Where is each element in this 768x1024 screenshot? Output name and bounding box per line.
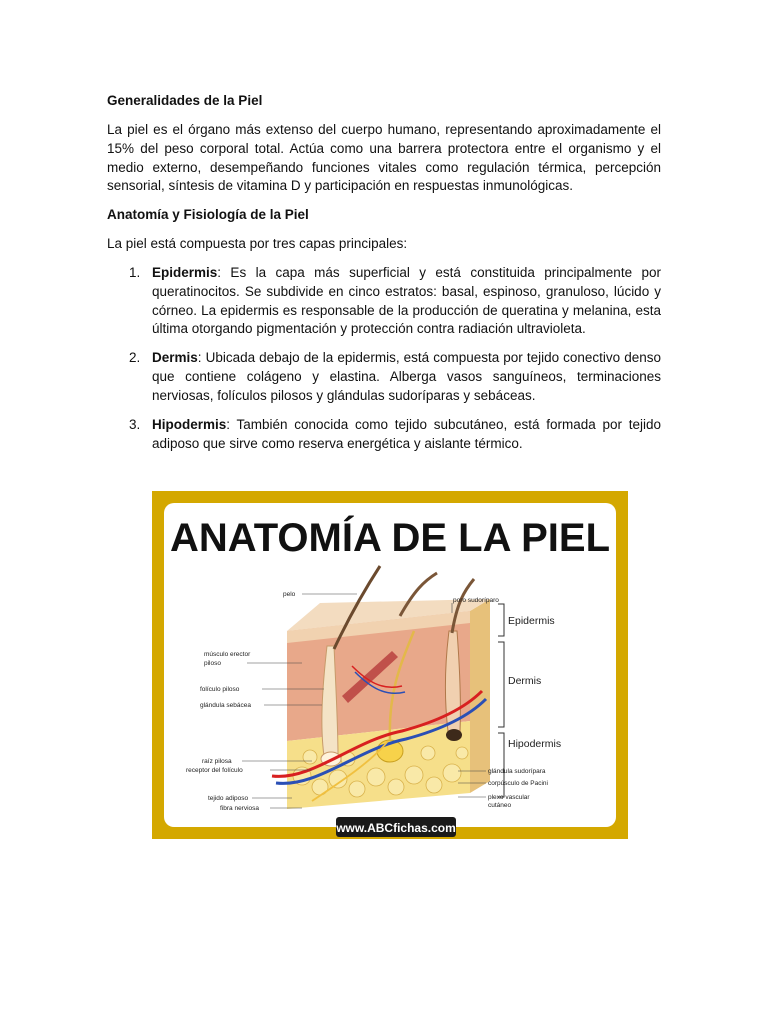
list-number: 2. (129, 350, 141, 365)
definition-dermis: : Ubicada debajo de la epidermis, está compuesta por tejido conectivo denso que contiene colágeno y elastina. Alberga vasos sanguíneos, terminaciones nerviosas, folículos pilosos y glándulas sudoríparas y sebáceas. (152, 350, 661, 403)
label-cutaneo: cutáneo (488, 802, 512, 809)
skin-diagram (152, 491, 628, 839)
intro-text: La piel está compuesta por tres capas principales: (107, 236, 408, 251)
label-glandula-sudoripara: glándula sudorípara (488, 768, 546, 775)
list-item-epidermis (107, 264, 661, 339)
definition-hipodermis: : También conocida como tejido subcutáneo, está formada por tejido adiposo que sirve como reserva energética y aislante térmico. (152, 417, 661, 451)
section-heading-generalidades: Generalidades de la Piel (107, 93, 263, 108)
label-poro-sudoriparo: poro sudoríparo (453, 597, 499, 604)
term-hipodermis: Hipodermis (152, 417, 227, 432)
layer-label-dermis: Dermis (508, 675, 542, 687)
figure-title: ANATOMÍA DE LA PIEL (170, 516, 610, 560)
label-receptor-foliculo: receptor del folículo (186, 767, 243, 774)
label-corpusculo-pacini: corpúsculo de Pacini (488, 780, 548, 787)
watermark-text: www.ABCfichas.com (336, 821, 456, 835)
section-heading-anatomia: Anatomía y Fisiología de la Piel (107, 207, 309, 222)
label-tejido-adiposo: tejido adiposo (208, 795, 249, 802)
layer-label-epidermis: Epidermis (508, 615, 555, 627)
label-raiz-pilosa: raíz pilosa (202, 758, 232, 765)
label-plexo-vascular: plexo vascular (488, 794, 530, 801)
skin-anatomy-figure (152, 491, 628, 839)
term-dermis: Dermis (152, 350, 198, 365)
list-item-hipodermis (107, 416, 661, 454)
list-item-dermis (107, 349, 661, 405)
list-number: 1. (129, 265, 141, 280)
label-foliculo-piloso: folículo piloso (200, 686, 240, 693)
label-musculo-erector: músculo erector (204, 651, 251, 658)
label-glandula-sebacea: glándula sebácea (200, 702, 251, 709)
label-piloso: piloso (204, 660, 221, 667)
term-epidermis: Epidermis (152, 265, 218, 280)
layer-label-hipodermis: Hipodermis (508, 738, 562, 750)
label-fibra-nerviosa: fibra nerviosa (220, 805, 260, 812)
label-pelo: pelo (283, 591, 296, 598)
paragraph-generalidades: La piel es el órgano más extenso del cuerpo humano, representando aproximadamente el 15% del peso corporal total. Actúa como una barrera protectora entre el organismo y el medio externo, desempeñando funciones vitales como regulación térmica, percepción sensorial, síntesis de vitamina D y participación en respuestas inmunológicas. (107, 122, 661, 194)
list-number: 3. (129, 417, 141, 432)
definition-epidermis: : Es la capa más superficial y está constituida principalmente por queratinocitos. Se subdivide en cinco estratos: basal, espinoso, granuloso, lúcido y córneo. La epidermis es responsable de la producción de queratina y melanina, esta última otorgando pigmentación y protección contra radiación ultravioleta. (152, 265, 661, 337)
